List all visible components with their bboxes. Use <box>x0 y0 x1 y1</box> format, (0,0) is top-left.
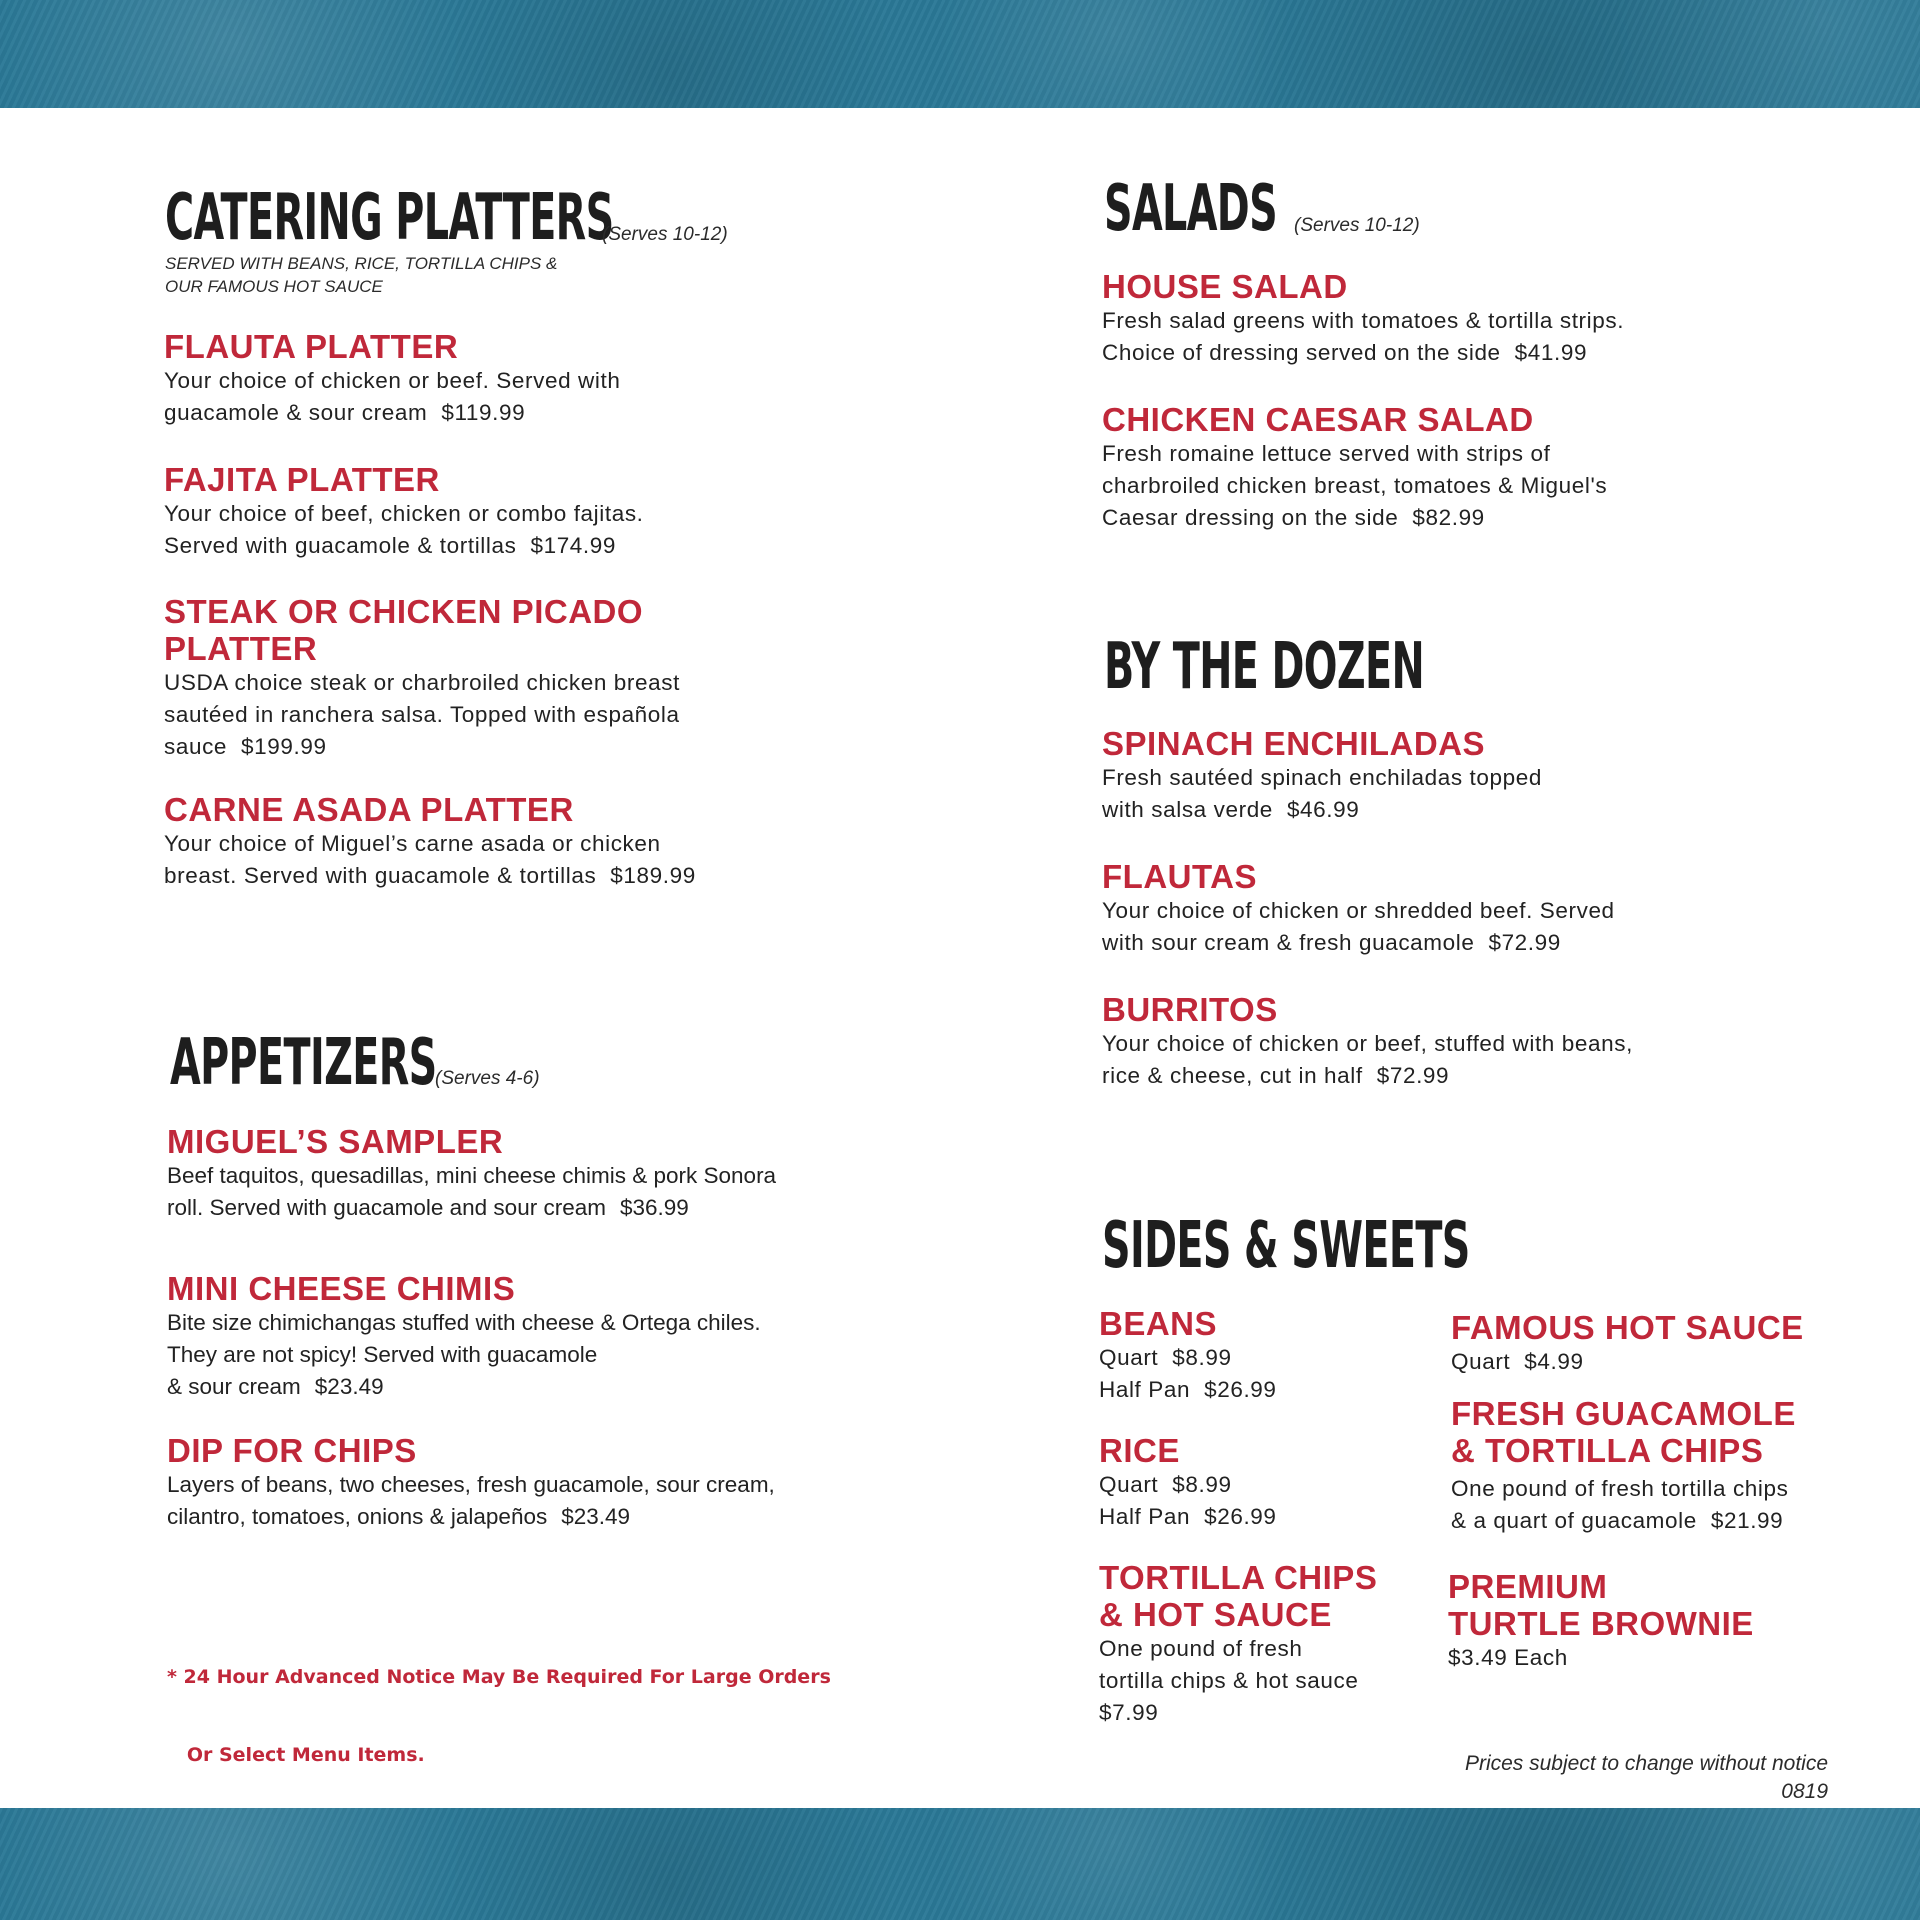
item-price: $82.99 <box>1412 505 1485 530</box>
menu-code: 0819 <box>1781 1780 1828 1803</box>
item-price: $36.99 <box>619 1195 689 1220</box>
item-price: $26.99 <box>1204 1377 1277 1402</box>
item-description: Your choice of chicken or beef. Served with guacamole & sour cream $119.99 <box>164 368 621 425</box>
item-description: Beef taquitos, quesadillas, mini cheese chimis & pork Sonora roll. Served with guacamole and sour cream $36.99 <box>167 1163 777 1220</box>
item-name: PREMIUM TURTLE BROWNIE <box>1448 1568 1754 1642</box>
menu-item-tortilla-chips-hot-sauce <box>1099 1559 1377 1729</box>
menu-item-beans <box>1099 1305 1277 1406</box>
item-price: $23.49 <box>561 1504 631 1529</box>
item-price: $7.99 <box>1099 1700 1159 1725</box>
item-description: Your choice of Miguel’s carne asada or chicken breast. Served with guacamole & tortillas $189.99 <box>164 831 696 888</box>
salads-serves: (Serves 10-12) <box>1294 215 1420 236</box>
item-name: MINI CHEESE CHIMIS <box>167 1270 516 1307</box>
bottom-decorative-band <box>0 1808 1920 1920</box>
item-price: $26.99 <box>1204 1504 1277 1529</box>
item-description: Quart $8.99 Half Pan $26.99 <box>1099 1472 1277 1529</box>
item-name: HOUSE SALAD <box>1102 268 1348 305</box>
by-the-dozen-title: BY THE DOZEN <box>1104 630 1425 704</box>
item-price: $23.49 <box>314 1374 384 1399</box>
item-description: Your choice of chicken or shredded beef. Served with sour cream & fresh guacamole $72.99 <box>1102 898 1615 955</box>
item-price: $46.99 <box>1286 797 1360 822</box>
menu-item-house-salad <box>1102 268 1624 369</box>
item-price: $72.99 <box>1376 1063 1450 1088</box>
salads-title: SALADS <box>1104 172 1278 246</box>
item-name: FAJITA PLATTER <box>164 461 440 498</box>
item-price: $189.99 <box>610 863 696 888</box>
appetizers-title: APPETIZERS <box>170 1026 437 1100</box>
item-name: DIP FOR CHIPS <box>167 1432 417 1469</box>
item-price: $199.99 <box>241 734 327 759</box>
item-description: USDA choice steak or charbroiled chicken breast sautéed in ranchera salsa. Topped with española sauce $199.99 <box>164 670 680 759</box>
item-price: $8.99 <box>1172 1472 1232 1497</box>
item-description: Quart $8.99 Half Pan $26.99 <box>1099 1345 1277 1402</box>
item-name: SPINACH ENCHILADAS <box>1102 725 1486 762</box>
item-name: FRESH GUACAMOLE & TORTILLA CHIPS <box>1451 1395 1796 1469</box>
item-description: Fresh salad greens with tomatoes & tortilla strips. Choice of dressing served on the side $41.99 <box>1102 308 1625 365</box>
item-description: One pound of fresh tortilla chips & hot sauce $7.99 <box>1099 1633 1377 1729</box>
menu-item-dip-for-chips <box>167 1432 775 1533</box>
item-price: $41.99 <box>1514 340 1588 365</box>
item-description: Your choice of beef, chicken or combo fajitas. Served with guacamole & tortillas $174.99 <box>164 501 644 558</box>
item-price: $119.99 <box>441 400 526 425</box>
item-description: Your choice of chicken or beef, stuffed with beans, rice & cheese, cut in half $72.99 <box>1102 1031 1633 1088</box>
menu-item-picado-platter <box>164 593 680 763</box>
item-price: $3.49 Each <box>1448 1645 1568 1670</box>
sides-and-sweets-title: SIDES & SWEETS <box>1102 1209 1470 1283</box>
advance-notice: * 24 Hour Advanced Notice May Be Required For Large Orders Or Select Menu Items. <box>167 1666 831 1766</box>
price-disclaimer: Prices subject to change without notice 0819 <box>1465 1750 1828 1806</box>
menu-item-mini-cheese-chimis <box>167 1270 761 1403</box>
menu-item-rice <box>1099 1432 1277 1533</box>
menu-item-flauta-platter <box>164 328 620 429</box>
catering-serves: (Serves 10-12) <box>602 224 728 245</box>
item-description: Layers of beans, two cheeses, fresh guacamole, sour cream, cilantro, tomatoes, onions & jalapeños $23.49 <box>167 1472 775 1529</box>
item-name: CARNE ASADA PLATTER <box>164 791 574 828</box>
item-price: $174.99 <box>530 533 617 558</box>
menu-item-famous-hot-sauce <box>1451 1309 1804 1378</box>
top-decorative-band <box>0 0 1920 108</box>
menu-item-chicken-caesar-salad <box>1102 401 1607 534</box>
item-name: TORTILLA CHIPS & HOT SAUCE <box>1099 1559 1378 1633</box>
item-price: $4.99 <box>1524 1349 1584 1374</box>
item-name: RICE <box>1099 1432 1180 1469</box>
item-description <box>1448 1642 1754 1674</box>
item-price: $8.99 <box>1172 1345 1232 1370</box>
item-description: Fresh romaine lettuce served with strips of charbroiled chicken breast, tomatoes & Miguel's Caesar dressing on the side $82.99 <box>1102 441 1608 530</box>
item-name: BEANS <box>1099 1305 1218 1342</box>
item-description: Fresh sautéed spinach enchiladas topped with salsa verde $46.99 <box>1102 765 1542 822</box>
item-name: MIGUEL’S SAMPLER <box>167 1123 504 1160</box>
menu-item-carne-asada-platter <box>164 791 696 892</box>
menu-item-turtle-brownie <box>1448 1568 1754 1674</box>
menu-item-flautas <box>1102 858 1615 959</box>
item-name: FAMOUS HOT SAUCE <box>1451 1309 1804 1346</box>
item-description: Bite size chimichangas stuffed with cheese & Ortega chiles. They are not spicy! Served with guacamole & sour cream $23.49 <box>167 1310 761 1399</box>
catering-title: CATERING PLATTERS <box>165 181 614 255</box>
item-description: Quart $4.99 <box>1451 1349 1584 1374</box>
item-name: CHICKEN CAESAR SALAD <box>1102 401 1534 438</box>
item-name: FLAUTA PLATTER <box>164 328 459 365</box>
item-name: FLAUTAS <box>1102 858 1258 895</box>
catering-subtitle: SERVED WITH BEANS, RICE, TORTILLA CHIPS & OUR FAMOUS HOT SAUCE <box>165 254 558 296</box>
menu-item-miguels-sampler <box>167 1123 776 1224</box>
item-description: One pound of fresh tortilla chips & a quart of guacamole $21.99 <box>1451 1476 1789 1533</box>
item-name: BURRITOS <box>1102 991 1278 1028</box>
menu-item-fajita-platter <box>164 461 644 562</box>
menu-item-burritos <box>1102 991 1633 1092</box>
appetizers-serves: (Serves 4-6) <box>435 1068 540 1089</box>
menu-item-spinach-enchiladas <box>1102 725 1542 826</box>
item-name: STEAK OR CHICKEN PICADO PLATTER <box>164 593 644 667</box>
item-price: $72.99 <box>1488 930 1561 955</box>
menu-item-guacamole-tortilla-chips <box>1451 1395 1796 1537</box>
item-price: $21.99 <box>1710 1508 1784 1533</box>
